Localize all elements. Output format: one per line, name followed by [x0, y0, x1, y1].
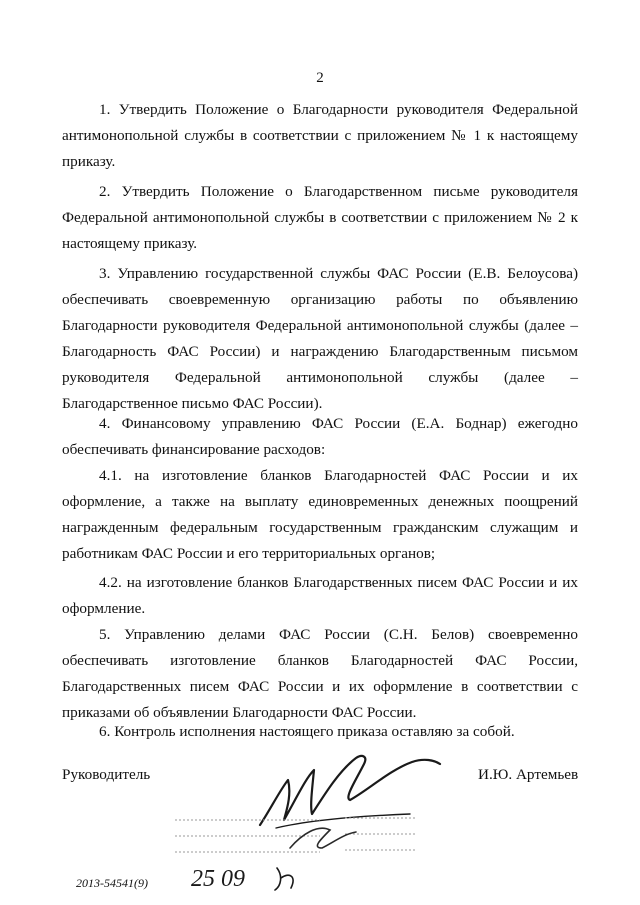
paragraph-4-1: 4.1. на изготовление бланков Благодарностей ФАС России и их оформление, а также на выплату единовременных денежных поощрений награжденным федеральным государственным гражданским служащим и работникам ФАС России и его территориальных органов; [62, 467, 578, 562]
registration-number: 2013-54541(9) [76, 876, 148, 890]
approval-stamp [170, 790, 450, 865]
paragraph-6: 6. Контроль исполнения настоящего приказа оставляю за собой. [99, 723, 515, 740]
signature-role: Руководитель [62, 766, 151, 783]
page-number: 2 [316, 70, 324, 86]
paragraph-5: 5. Управлению делами ФАС России (С.Н. Белов) своевременно обеспечивать изготовление бланков Благодарностей ФАС России, Благодарственных писем ФАС России и их оформление в соответствии с приказами об объявлении Благодарности ФАС России. [62, 626, 578, 721]
paragraph-4: 4. Финансовому управлению ФАС России (Е.А. Боднар) ежегодно обеспечивать финансирование расходов: [62, 415, 578, 458]
date-text: 25 09 [191, 866, 245, 892]
paragraph-3: 3. Управлению государственной службы ФАС России (Е.В. Белоусова) обеспечивать своевременную организацию работы по объявлению Благодарности руководителя Федеральной антимонопольной службы (далее – Благодарность ФАС России) и награждению Благодарственным письмом руководителя Федеральной антимонопольной службы (далее – Благодарственное письмо ФАС России). [62, 265, 578, 412]
paragraph-2: 2. Утвердить Положение о Благодарственном письме руководителя Федеральной антимонопольной службы в соответствии с приложением № 2 к настоящему приказу. [62, 183, 578, 252]
paragraph-1: 1. Утвердить Положение о Благодарности руководителя Федеральной антимонопольной службы в соответствии с приложением № 1 к настоящему приказу. [62, 101, 578, 170]
signature-name: И.Ю. Артемьев [478, 766, 579, 783]
handwritten-date [185, 858, 315, 894]
paragraph-4-2: 4.2. на изготовление бланков Благодарственных писем ФАС России и их оформление. [62, 574, 578, 617]
